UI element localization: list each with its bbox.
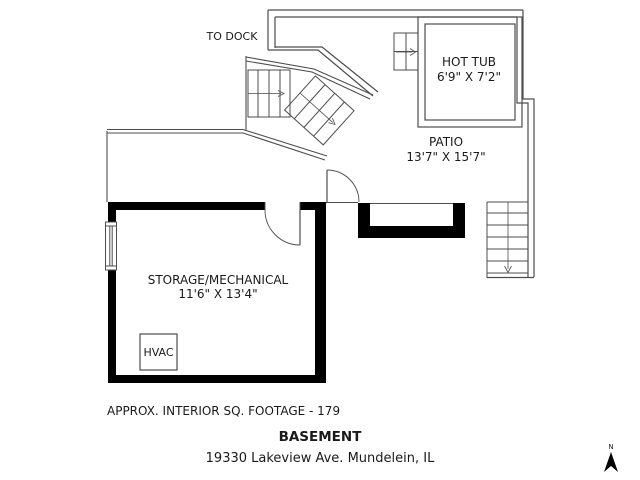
- footage-label: APPROX. INTERIOR SQ. FOOTAGE - 179: [107, 404, 341, 418]
- hvac-label: HVAC: [143, 346, 174, 359]
- patio-dims: 13'7" X 15'7": [406, 150, 486, 164]
- window-symbol: [106, 222, 117, 270]
- hot-tub-label: HOT TUB: [442, 55, 496, 69]
- stair-alcove-walls: [358, 203, 465, 238]
- patio-label: PATIO: [428, 135, 464, 149]
- to-dock-label: TO DOCK: [206, 30, 258, 43]
- storage-door-jambs: [265, 202, 300, 210]
- upper-stairs-enclosure: [246, 56, 373, 130]
- upper-stairs-straight: [248, 70, 290, 117]
- storage-door: [265, 202, 300, 245]
- stair-railing: [243, 130, 327, 161]
- patio-door-arc: [327, 170, 359, 202]
- north-arrow-icon: [604, 452, 618, 472]
- storage-label: STORAGE/MECHANICAL: [147, 273, 289, 287]
- storage-dims: 11'6" X 13'4": [178, 287, 258, 301]
- hot-tub-dims: 6'9" X 7'2": [436, 70, 502, 84]
- patio-door: [327, 170, 359, 202]
- basement-stairs: [487, 202, 528, 278]
- storage-door-arc: [265, 210, 300, 245]
- plan-title: BASEMENT: [278, 429, 362, 445]
- plan-address: 19330 Lakeview Ave. Mundelein, IL: [205, 451, 435, 466]
- north-label: N: [608, 443, 614, 451]
- hot-tub-steps: [394, 33, 418, 70]
- hallway-walls: [107, 130, 358, 203]
